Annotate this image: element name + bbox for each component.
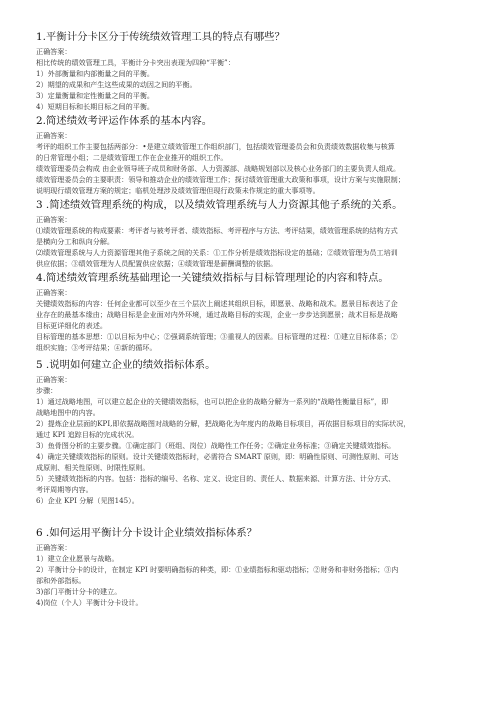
answer-line: 2）提炼企业层面的KPI,即依据战略图对战略的分解，把战略化为年度内的战略目标项目，再依据目标项目的实际状况， (36, 419, 411, 428)
question-6-heading: 6 .如何运用平衡计分卡设计企业绩效指标体系？ (36, 527, 258, 539)
answer-line: 5）关键绩效指标的内容。包括：指标的编号、名称、定义、设定目的、责任人、数据来源、计算方法、计分方式、 (36, 474, 396, 483)
answer-label: 正确答案： (36, 543, 72, 552)
section-2 (36, 115, 468, 195)
answer-line: 是横向分工和纵向分解。 (36, 237, 115, 246)
answer-line: 3)部门平衡计分卡的建立。 (36, 587, 122, 596)
answer-line: 6）企业 KPI 分解（见图145）。 (36, 496, 139, 505)
answer-line: ⑴绩效管理系统的构成要素：考评者与被考评者、绩效指标、考评程序与方法、考评结果，绩效管理系统的结构方式 (36, 226, 398, 235)
question-3-heading: 3 .简述绩效管理系统的构成，以及绩效管理系统与人力资源其他子系统的关系。 (36, 199, 403, 211)
section-4 (36, 272, 468, 352)
answer-line: 部和外部指标。 (36, 576, 86, 585)
answer-line: 通过 KPI 追踪目标的完成状况。 (36, 430, 139, 439)
answer-line: 2）平衡计分卡的设计，在制定 KPI 时要明确指标的种类，即：①业绩指标和驱动指标；②财务和非财务指标；③内 (36, 565, 399, 574)
answer-line: 2）期望的成果和产生这些成果的动因之间的平衡。 (36, 80, 197, 89)
answer-line: 4)岗位（个人）平衡计分卡设计。 (36, 598, 143, 607)
answer-line: ⑵绩效管理系统与人力资源管理其他子系统之间的关系：①工作分析是绩效指标设定的基础；②绩效管理为员工培训 (36, 248, 398, 257)
document-body (36, 31, 468, 607)
answer-line: 成原则、相关性原则、时限性原则。 (36, 463, 150, 472)
answer-line: 绩效管理委员会构成 由企业领导班子成员和财务部、人力资源部、战略规划部以及核心业务部门的主要负责人组成。 (36, 164, 401, 173)
answer-line: 4）短期目标和长期目标之间的平衡。 (36, 102, 155, 111)
answer-line: 关键绩效指标的内容：任何企业都可以至少在三个层次上阐述其组织目标，即愿景、战略和战术。愿景目标表达了企 (36, 299, 398, 308)
answer-line: 3）鱼骨图分析的主要步骤。①确定部门（班组、岗位）战略性工作任务；②确定业务标准；③确定关键绩效指标。 (36, 441, 396, 450)
answer-line: 绩效管理委员会的主要职责：领导和推动企业的绩效管理工作；探讨绩效管理重大政策和事项，设计方案与实施限制； (36, 175, 405, 184)
answer-label: 正确答案： (36, 47, 72, 56)
answer-line: 1）通过战略地图，可以建立起企业的关键绩效指标，也可以把企业的战略分解为一系列的“战略性衡量目标”，即 (36, 397, 389, 406)
answer-label: 正确答案： (36, 215, 72, 224)
answer-label: 正确答案： (36, 288, 72, 297)
answer-line: 供应依据；③绩效管理为人员配置供应依据；④绩效管理是薪酬调整的依据。 (36, 259, 278, 268)
answer-line: 考评周期等内容。 (36, 485, 93, 494)
answer-line: 组织实施；③考评结果；④新的循环。 (36, 343, 157, 352)
section-3 (36, 199, 468, 268)
section-5 (36, 359, 468, 505)
question-2-heading: 2.简述绩效考评运作体系的基本内容。 (36, 115, 213, 127)
answer-line: 的日常管理小组；二是绩效管理工作在企业推开的组织工作。 (36, 153, 228, 162)
answer-line: 考评的组织工作主要包括两部分：•是建立绩效管理工作组织部门，包括绩效管理委员会和负责绩效数据收集与核算 (36, 142, 395, 151)
answer-line: 相比传统的绩效管理工具，平衡计分卡突出表现为四种“平衡”： (36, 58, 235, 67)
answer-line: 战略地图中的内容。 (36, 408, 100, 417)
question-1-heading: 1.平衡计分卡区分于传统绩效管理工具的特点有哪些？ (36, 31, 285, 43)
answer-label: 正确答案： (36, 131, 72, 140)
answer-line: 1）外部衡量和内部衡量之间的平衡。 (36, 69, 155, 78)
question-5-heading: 5 .说明如何建立企业的绩效指标体系。 (36, 359, 216, 371)
answer-line: 步骤： (36, 386, 58, 395)
answer-line: 1）建立企业愿景与战略。 (36, 554, 119, 563)
answer-label: 正确答案： (36, 375, 72, 384)
answer-line: 目标更详细化的表述。 (36, 321, 107, 330)
answer-line: 目标管理的基本思想：①以目标为中心；②强调系统管理；③重视人的因素。目标管理的过程：①建立目标体系；② (36, 332, 398, 341)
section-1 (36, 31, 468, 111)
answer-line: 3）定量衡量和定性衡量之间的平衡。 (36, 91, 155, 100)
answer-line: 说明现行绩效管理方案的规定；临机处理涉及绩效管理但现行政策未作规定的重大事项等。 (36, 186, 320, 195)
section-6 (36, 527, 468, 607)
answer-line: 4）确定关键绩效指标的原则。设计关键绩效指标时，必需符合 SMART 原则，即：明确性原则、可测性原则、可达 (36, 452, 399, 461)
question-4-heading: 4.简述绩效管理系统基础理论一关键绩效指标与目标管理理论的内容和特点。 (36, 272, 389, 284)
answer-line: 业存在的最基本缘由；战略目标是企业面对内外环境，通过战略目标的实现，企业一步步达到愿景；战术目标是战略 (36, 310, 398, 319)
